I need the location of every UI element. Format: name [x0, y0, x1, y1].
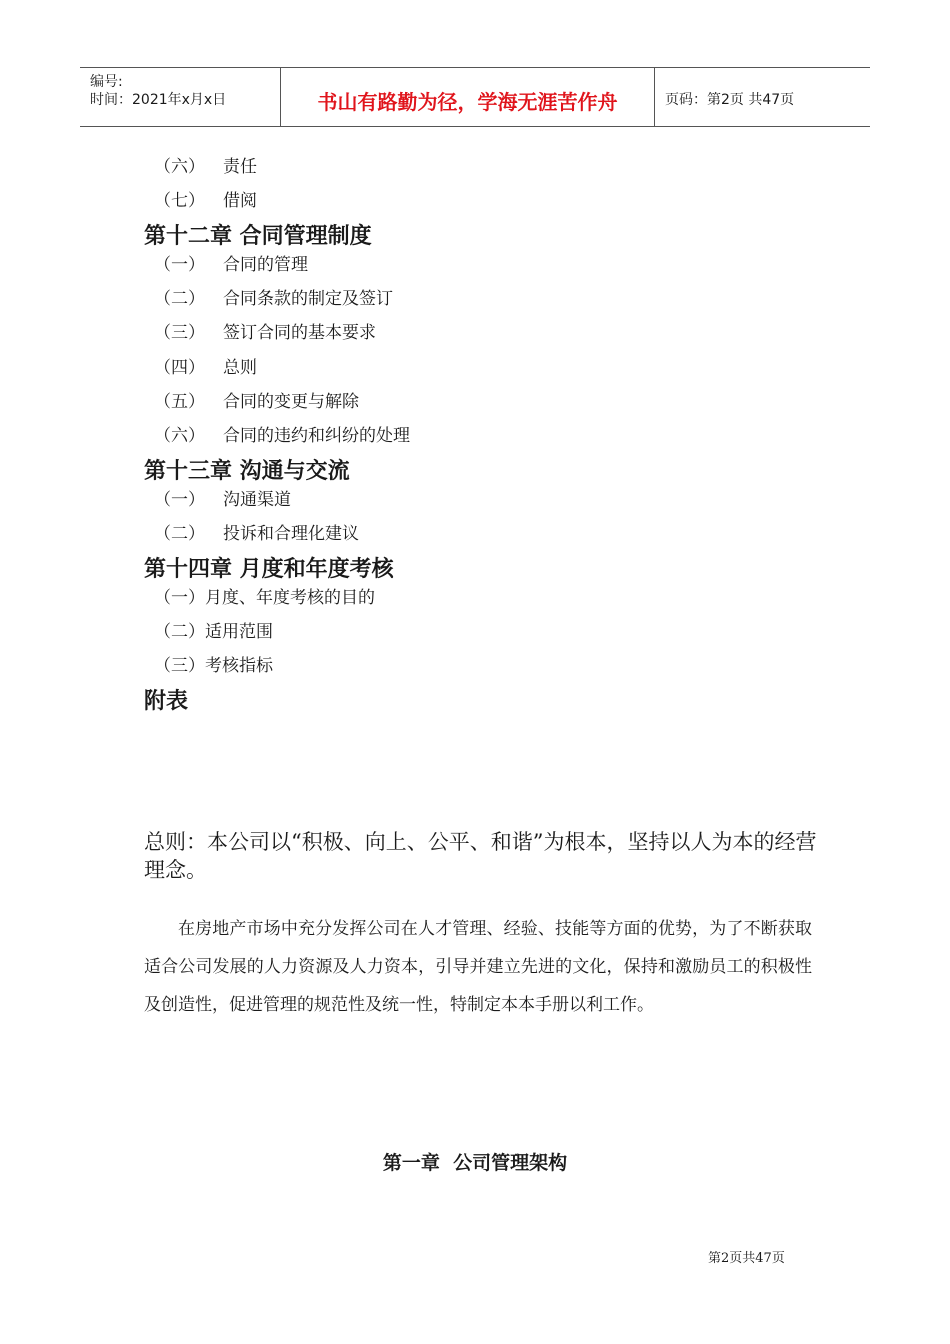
toc-item [154, 358, 257, 378]
toc-item [154, 524, 359, 544]
toc-item-text: 合同的变更与解除 [223, 392, 359, 412]
toc-item [154, 426, 410, 446]
intro-paragraph: 在房地产市场中充分发挥公司在人才管理、经验、技能等方面的优势，为了不断获取适合公司发展的人力资源及人力资本，引导并建立先进的文化，保持和激励员工的积极性及创造性，促进管理的规范性及统一性，特制定本本手册以利工作。 [144, 919, 812, 1015]
toc-item [154, 656, 273, 676]
toc-item-number: （一） [154, 588, 205, 608]
toc-item-number: （三） [154, 323, 205, 343]
page-header [80, 67, 870, 127]
document-date-label: 时间：2021年x月x日 [90, 92, 227, 108]
toc-item-text: 总则 [223, 358, 257, 378]
toc-item-text: 月度、年度考核的目的 [205, 588, 375, 608]
toc-item-text: 合同条款的制定及签订 [223, 289, 393, 309]
toc-item-text: 投诉和合理化建议 [223, 524, 359, 544]
toc-item-number: （六） [154, 426, 205, 446]
header-meta-cell [80, 68, 281, 126]
toc-item-text: 借阅 [223, 191, 257, 211]
toc-appendix-heading: 附表 [144, 689, 189, 714]
chapter1-heading: 第一章 公司管理架构 [382, 1152, 568, 1174]
toc-item [154, 490, 291, 510]
toc-item-text: 考核指标 [205, 656, 273, 676]
toc-item-number: （五） [154, 392, 205, 412]
toc-item-number: （二） [154, 524, 205, 544]
toc-item [154, 622, 273, 642]
header-page-number: 页码：第2页 共47页 [665, 92, 795, 108]
toc-chapter-heading: 第十二章 合同管理制度 [144, 224, 372, 249]
toc-item-text: 签订合同的基本要求 [223, 323, 376, 343]
page-footer: 第2页共47页 [708, 1251, 785, 1266]
toc-item-number: （二） [154, 289, 205, 309]
toc-item [154, 157, 257, 177]
header-motto: 书山有路勤为径，学海无涯苦作舟 [317, 90, 618, 114]
toc-item [154, 588, 375, 608]
general-principle: 总则：本公司以“积极、向上、公平、和谐”为根本，坚持以人为本的经营理念。 [144, 830, 817, 882]
toc-item-number: （一） [154, 490, 205, 510]
toc-item [154, 392, 359, 412]
toc-item-number: （七） [154, 191, 205, 211]
toc-item [154, 255, 308, 275]
toc-item [154, 289, 393, 309]
header-page-cell [655, 68, 870, 126]
toc-item-text: 合同的管理 [223, 255, 308, 275]
header-motto-cell [281, 68, 655, 126]
toc-item-number: （四） [154, 358, 205, 378]
toc-item-text: 沟通渠道 [223, 490, 291, 510]
toc-item-text: 责任 [223, 157, 257, 177]
toc-item [154, 191, 257, 211]
toc-item-number: （三） [154, 656, 205, 676]
toc-item-number: （一） [154, 255, 205, 275]
toc-item-number: （六） [154, 157, 205, 177]
toc-chapter-heading: 第十三章 沟通与交流 [144, 459, 350, 484]
toc-item-number: （二） [154, 622, 205, 642]
toc-item-text: 合同的违约和纠纷的处理 [223, 426, 410, 446]
document-number-label: 编号: [90, 74, 123, 90]
toc-item [154, 323, 376, 343]
toc-item-text: 适用范围 [205, 622, 273, 642]
toc-chapter-heading: 第十四章 月度和年度考核 [144, 557, 394, 582]
